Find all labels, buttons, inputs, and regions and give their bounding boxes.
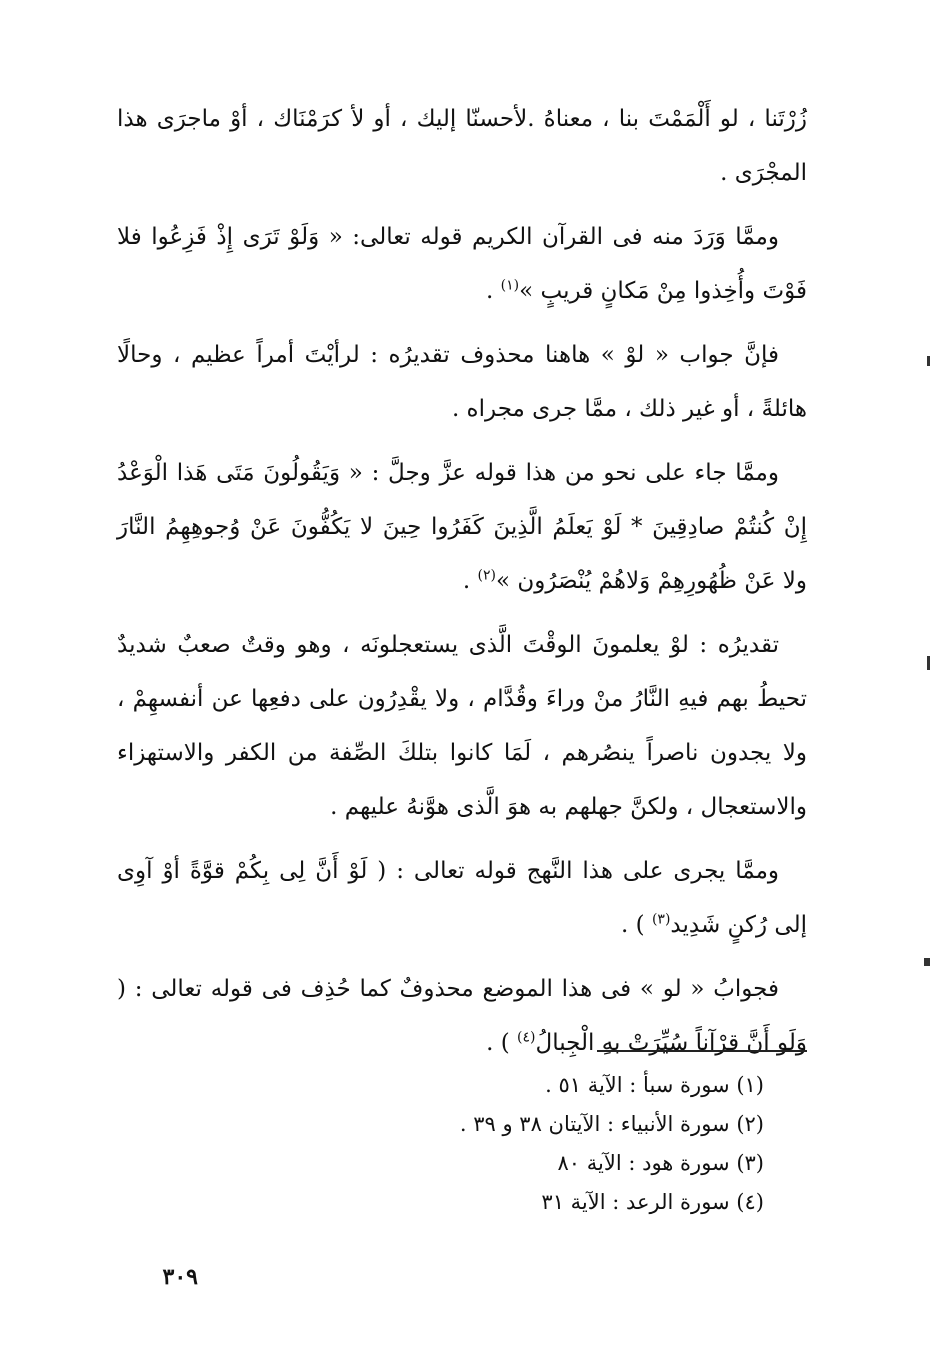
scan-edge-mark: [927, 656, 930, 670]
paragraph-text: وممَّا جاء على نحو من هذا قوله عزَّ وجلَّ : « وَيَقُولُونَ مَتَى هَذا الْوَعْدُ إِنْ كُنتُمْ صادِقِينَ * لَوْ يَعلَمُ الَّذِينَ كَفَرُوا حِينَ لا يَكُفُّونَ عَنْ وُجوهِهِمُ النَّارَ ولا عَنْ ظُهُورِهِمْ وَلاهُمْ يُنْصَرُون »: [117, 460, 807, 594]
footnote-4: (٤) سورة الرعد : الآية ٣١: [541, 1190, 764, 1214]
paragraph-3: [117, 328, 807, 436]
paragraph-text: وممَّا يجرى على هذا النَّهج قوله تعالى : ( لَوْ أَنَّ لِى بِكُمْ قوَّةً أوْ آوِى إلى رُكنٍ شَدِيد: [117, 858, 807, 938]
footnote-divider: [597, 1050, 807, 1052]
paragraph-6: [117, 844, 807, 952]
footnote-reference: (٢): [477, 567, 496, 584]
footnote-1: (١) سورة سبأ : الآية ٥١ .: [545, 1073, 764, 1097]
paragraph-text: زُرْتَنا ، لو أَلْمَمْتَ بنا ، معناهُ .لأحسنّا إليك ، أو لأ كرَمْنَاك ، أوْ ماجرَى هذا المجْرَى .: [117, 106, 807, 186]
paragraph-text: فإنَّ جواب « لوْ » هاهنا محذوف تقديرُه : لرأيْتَ أمراً عظيم ، وحالًا هائلةً ، أو غير ذلك ، ممَّا جرى مجراه .: [117, 342, 807, 422]
main-text: [117, 92, 807, 1080]
paragraph-text: وممَّا وَرَدَ منه فى القرآن الكريم قوله تعالى: « وَلَوْ تَرَى إِذْ فَزِعُوا فلا فَوْتَ وأُخِذوا مِنْ مَكانٍ قريبٍ »: [117, 224, 807, 304]
paragraph-1: [117, 92, 807, 200]
scan-edge-mark: [924, 958, 930, 966]
paragraph-ending: ) .: [621, 912, 652, 938]
footnote-2: (٢) سورة الأنبياء : الآيتان ٣٨ و ٣٩ .: [459, 1112, 764, 1136]
paragraph-ending: .: [462, 568, 478, 594]
footnote-reference: (٣): [651, 911, 671, 928]
footnote-reference: (٤): [517, 1029, 536, 1046]
footnote-3: (٣) سورة هود : الآية ٨٠: [557, 1151, 764, 1175]
page-number: ٣٠٩: [162, 1264, 198, 1290]
paragraph-text: تقديرُه : لوْ يعلمونَ الوقْتَ الَّذى يستعجلونَه ، وهو وقتٌ صعبٌ شديدٌ تحيطُ بهم فيهِ النَّارُ منْ وراءَ وقُدَّام ، ولا يقْدِرُون على دفعِها عن أنفسهِمْ ، ولا يجدون ناصراً ينصُرهم ، لَمَا كانوا بتلكَ الصِّفة من الكفر والاستهزاء والاستعجال ، ولكنَّ جهلهم به هوَ الَّذى هوَّنهُ عليهم .: [117, 632, 807, 820]
paragraph-ending: ) .: [486, 1030, 518, 1056]
footnote-reference: (١): [500, 277, 520, 294]
paragraph-text: فجوابُ « لو » فى هذا الموضع محذوفٌ كما حُذِف فى قوله تعالى : ( وَلَو أَنَّ قرْآناً سُيِّرَتْ بهِ الْجِبالُ: [117, 976, 807, 1056]
footnotes: [264, 1066, 764, 1222]
paragraph-5: [117, 618, 807, 834]
scan-edge-mark: [927, 356, 930, 366]
paragraph-4: [117, 446, 807, 608]
paragraph-2: [117, 210, 807, 318]
paragraph-ending: .: [486, 278, 501, 304]
paragraph-7: [117, 962, 807, 1070]
